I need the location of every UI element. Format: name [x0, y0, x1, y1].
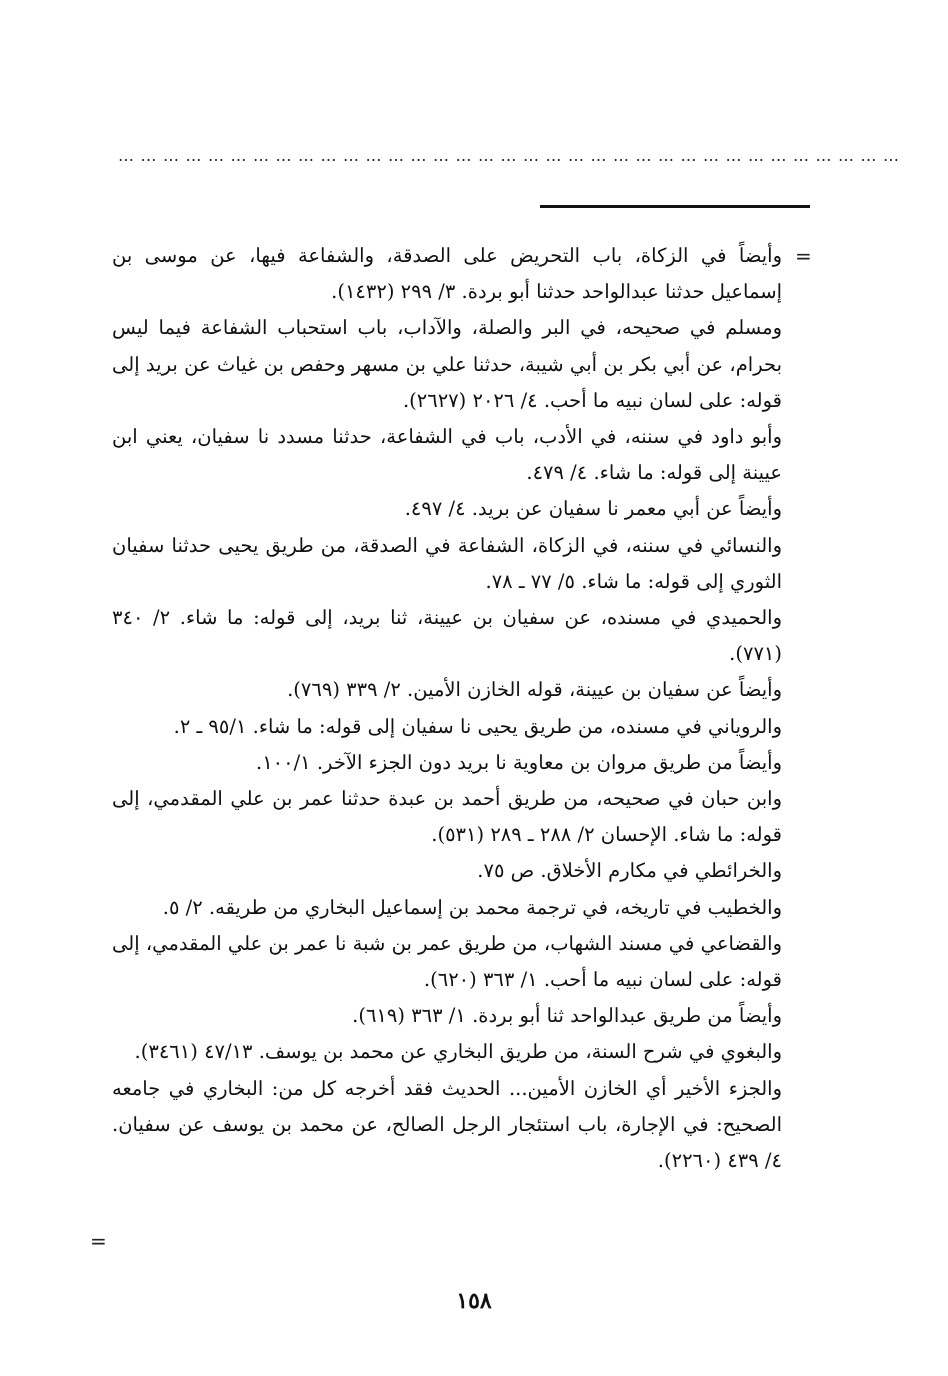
footnote-entry: والخرائطي في مكارم الأخلاق. ص ٧٥. — [477, 859, 782, 883]
footnote-entry: وأيضاً عن أبي معمر نا سفيان عن بريد. ٤/ ٤٩٧. — [404, 497, 782, 521]
footnote-entry: والروياني في مسنده، من طريق يحيى نا سفيان إلى قوله: ما شاء. ٩٥/١ ـ ٢. — [173, 714, 782, 738]
footnote-entry: وأيضاً عن سفيان بن عيينة، قوله الخازن الأمين. ٢/ ٣٣٩ (٧٦٩). — [287, 678, 782, 702]
footnote-text — [112, 238, 782, 1179]
footnote-entry: وأبو داود في سننه، في الأدب، باب في الشفاعة، حدثنا مسدد نا سفيان، يعني ابن عيينة إلى قوله: ما شاء. ٤/ ٤٧٩. — [112, 425, 782, 485]
continuation-mark-top: = — [795, 244, 812, 268]
footnote-entry: وأيضاً من طريق مروان بن معاوية نا بريد دون الجزء الآخر. ١٠٠/١. — [255, 750, 782, 774]
footnote-entry: وابن حبان في صحيحه، من طريق أحمد بن عبدة حدثنا عمر بن علي المقدمي، إلى قوله: ما شاء. الإحسان ٢/ ٢٨٨ ـ ٢٨٩ (٥٣١). — [112, 787, 782, 847]
footnote-entry: والجزء الأخير أي الخازن الأمين... الحديث فقد أخرجه كل من: البخاري في جامعه الصحيح: في الإجارة، باب استئجار الرجل الصالح، عن محمد بن يوسف عن سفيان. ٤/ ٤٣٩ (٢٢٦٠). — [112, 1076, 782, 1173]
footnote-entry: ومسلم في صحيحه، في البر والصلة، والآداب، باب استحباب الشفاعة فيما ليس بحرام، عن أبي بكر بن أبي شيبة، حدثنا علي بن مسهر وحفص بن غياث عن بريد إلى قوله: على لسان نبيه ما أحب. ٤/ ٢٠٢٦ (٢٦٢٧). — [112, 316, 782, 412]
page-number: ١٥٨ — [456, 1288, 492, 1314]
footnote-rule — [540, 205, 810, 208]
footnote-entry: والحميدي في مسنده، عن سفيان بن عيينة، ثنا بريد، إلى قوله: ما شاء. ٢/ ٣٤٠ (٧٧١). — [112, 606, 782, 666]
footnote-entry: وأيضاً من طريق عبدالواحد ثنا أبو بردة. ١/ ٣٦٣ (٦١٩). — [352, 1004, 782, 1028]
footnote-entry: والبغوي في شرح السنة، من طريق البخاري عن محمد بن يوسف. ٤٧/١٣ (٣٤٦١). — [134, 1040, 782, 1064]
continuation-mark-bottom: = — [90, 1229, 107, 1253]
footnote-entry: وأيضاً في الزكاة، باب التحريض على الصدقة، والشفاعة فيها، عن موسى بن إسماعيل حدثنا عبدالواحد حدثنا أبو بردة. ٣/ ٢٩٩ (١٤٣٢). — [112, 244, 782, 304]
footnote-entry: والخطيب في تاريخه، في ترجمة محمد بن إسماعيل البخاري من طريقه. ٢/ ٥. — [162, 895, 782, 919]
footnote-entry: والقضاعي في مسند الشهاب، من طريق عمر بن شبة نا عمر بن علي المقدمي، إلى قوله: على لسان نبيه ما أحب. ١/ ٣٦٣ (٦٢٠). — [112, 931, 782, 992]
footnote-entry: والنسائي في سننه، في الزكاة، الشفاعة في الصدقة، من طريق يحيى حدثنا سفيان الثوري إلى قوله: ما شاء. ٥/ ٧٧ ـ ٧٨. — [112, 533, 782, 593]
footnote-separator-dots: …………………………………………………………………………………………… — [118, 146, 906, 165]
